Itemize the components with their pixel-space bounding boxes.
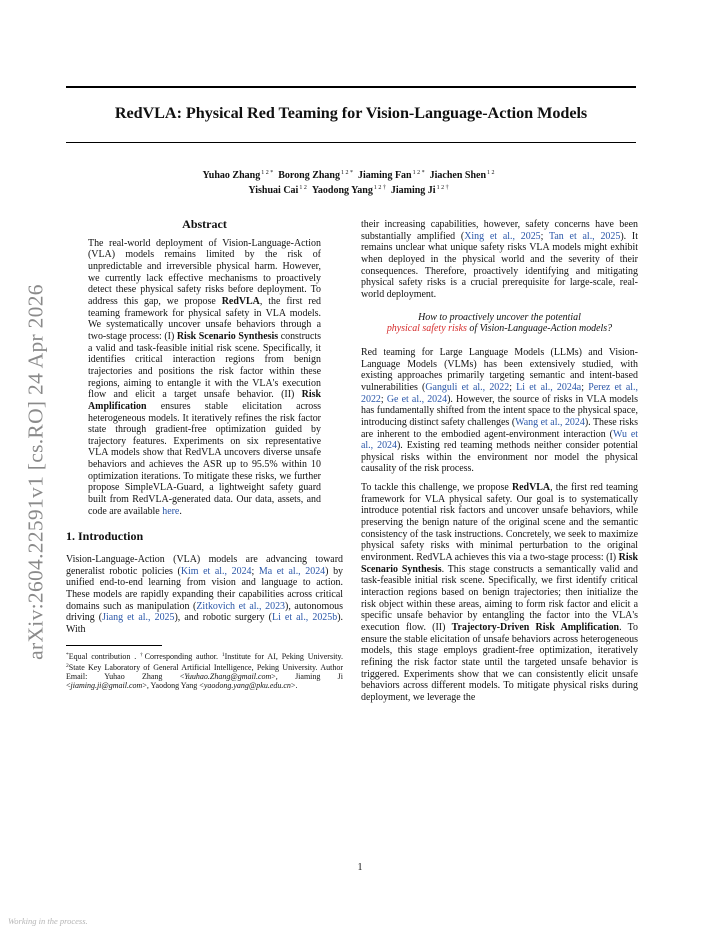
bold-term: RedVLA: [221, 295, 260, 307]
author-affiliation-marker: 1 2 *: [412, 170, 425, 176]
citation-link[interactable]: Li et al., 2025b: [272, 612, 338, 624]
author-name: Jiaming Ji: [390, 185, 436, 196]
text-run: ;: [540, 230, 550, 242]
author-name: Jiachen Shen: [429, 170, 487, 181]
research-question-highlight: physical safety risks: [386, 323, 467, 335]
footnote-marker: 2: [66, 662, 69, 669]
text-run: To tackle this challenge, we propose: [361, 482, 512, 494]
citation-link[interactable]: Zitkovich et al., 2023: [196, 600, 286, 612]
text-run: Corresponding author.: [144, 652, 222, 662]
footnote-marker: 1: [221, 652, 225, 659]
bold-term: Risk Amplification: [88, 389, 321, 412]
bold-term: Risk Scenario Synthesis: [176, 330, 279, 342]
paper-title: RedVLA: Physical Red Teaming for Vision-Language-Action Models: [114, 104, 588, 122]
text-run: ;: [581, 381, 589, 393]
intro-paragraph-3: [361, 347, 638, 475]
text-run: ;: [251, 565, 259, 577]
text-run: ). With: [66, 612, 343, 635]
citation-link[interactable]: Tan et al., 2025: [549, 230, 621, 242]
author-affiliation-marker: 1 2 †: [373, 185, 386, 191]
citation-link[interactable]: Ma et al., 2024: [258, 565, 326, 577]
left-column: [66, 219, 343, 691]
abstract-heading: Abstract: [182, 217, 227, 231]
text-run: , the first red teaming framework for physical safety in VLA models. We systematically uncover unsafe behaviors through a two-stage process: (I): [88, 295, 321, 342]
text-run: . This stage constructs a semantically valid and task-feasible initial risk scene. Specifically, we first identify critical interaction regions based on benign trajectories; then initialize the risk object within these areas, aiming to form risk factor and elicit a specific unsafe behavior by entangling the factor into the VLA's execution flow. (II): [361, 563, 638, 633]
author-affiliation-marker: 1 2 *: [261, 170, 274, 176]
text-run: , the first red teaming framework for VLA physical safety. Our goal is to systematically introduce potential risk factors and uncover unsafe behaviors, while preserving the benign nature of the original scene and the semantic consistency of the task instructions. Concretely, we seek to maximize physical safety risks with minimal perturbation to the original environment. RedVLA achieves this via a two-stage process: (I): [361, 482, 639, 564]
author-affiliation-marker: 1 2 *: [341, 170, 353, 176]
text-run: . To ensure the stable elicitation of unsafe behaviors across heterogeneous models, this stage employs gradient-free optimization, iteratively refining the risk factor state until the targeted unsafe behavior is triggered. Experiments show that we can consistently elicit unsafe behaviors across different models. To mitigate physical risks during deployment, we leverage the: [361, 622, 638, 703]
citation-link[interactable]: Li et al., 2024a: [516, 381, 582, 393]
bold-term: Risk Scenario Synthesis: [361, 552, 638, 575]
text-run: their increasing capabilities, however, safety concerns have been substantially amplified (: [361, 219, 638, 242]
text-run: State Key Laboratory of General Artificial Intelligence, Peking University. Author Email: Yuhao Zhang <: [66, 662, 343, 682]
text-run: ). Existing red teaming methods neither consider potential physical risks within the environment nor model the physical causality of the risk process.: [361, 440, 639, 475]
working-note: Working in the process.: [8, 916, 88, 926]
text-run: >.: [290, 681, 298, 691]
email-address: Yuuhao.Zhang@gmail.com: [184, 672, 272, 682]
author-affiliation-marker: 1 2: [487, 170, 495, 176]
citation-link[interactable]: Xing et al., 2025: [464, 230, 541, 242]
author-line-2: [66, 182, 636, 197]
author-name: Yaodong Yang: [311, 185, 373, 196]
title-bottom-rule: [66, 142, 636, 143]
bold-term: RedVLA: [511, 482, 551, 494]
citation-link[interactable]: Wang et al., 2024: [515, 416, 585, 428]
text-run: .: [179, 505, 182, 517]
research-question: [361, 312, 638, 335]
text-run: ), and robotic surgery (: [174, 612, 272, 624]
research-question-line-1: How to proactively uncover the potential: [418, 311, 581, 323]
arxiv-identifier: arXiv:2604.22591v1 [cs.RO] 24 Apr 2026: [23, 284, 48, 660]
author-line-1: [66, 167, 636, 182]
text-run: The real-world deployment of Vision-Language-Action (VLA) models remains limited by the risk of unpredictable and irreversible physical harm. However, we currently lack effective mechanisms to proactively detect these physical safety risks before deployment. To address this gap, we propose: [88, 237, 321, 307]
citation-link[interactable]: Jiang et al., 2025: [102, 612, 175, 624]
text-run: Vision-Language-Action (VLA) models are advancing toward generalist robotic policies (: [66, 554, 343, 577]
intro-paragraph-4: [361, 482, 638, 703]
page-number: 1: [357, 862, 363, 873]
author-name: Jiaming Fan: [358, 170, 412, 181]
bold-term: Trajectory-Driven Risk Amplification: [451, 622, 620, 633]
footnote-divider: [66, 645, 162, 646]
text-run: >, Jiaming Ji <: [66, 672, 344, 691]
footnote-marker: *: [66, 652, 69, 659]
intro-paragraph-2: [361, 219, 638, 301]
author-affiliation-marker: 1 2: [299, 185, 307, 191]
text-run: ). However, the source of risks in VLA models has fundamentally shifted from the intent space to the physical space, introducing distinct safety challenges (: [361, 393, 638, 428]
research-question-line-2: [361, 323, 638, 335]
text-run: ) by unified end-to-end learning from vision and language to action. These models are rapidly expanding their capabilities across critical domains such as manipulation (: [66, 565, 344, 612]
intro-paragraph-1: [66, 554, 343, 636]
right-column: [361, 219, 638, 704]
author-footnote: [66, 651, 343, 690]
author-name: Borong Zhang: [278, 170, 340, 181]
research-question-rest: of Vision-Language-Action models?: [466, 323, 613, 335]
text-run: Institute for AI, Peking University.: [224, 652, 344, 662]
citation-link[interactable]: here: [162, 505, 180, 517]
text-run: constructs a valid and task-feasible initial risk scene. Specifically, it identifies critical interaction regions from benign trajectories and positions the risk factor within these regions, aiming to entangle it with the VLA's execution flow and elicit a target unsafe behavior. (II): [88, 330, 321, 401]
title-top-rule: [66, 86, 636, 88]
text-run: ). It remains unclear what unique safety risks VLA models might exhibit when deployed in the physical world and the severity of their consequences. Therefore, proactively identifying and mitigating physical safety risks is a crucial prerequisite for large-scale, real-world deployment.: [361, 230, 638, 300]
introduction-heading: 1. Introduction: [66, 529, 144, 544]
author-name: Yuhao Zhang: [202, 170, 261, 181]
email-address: jiaming.ji@gmail.com: [70, 681, 143, 691]
citation-link[interactable]: Ge et al., 2024: [386, 393, 448, 405]
text-run: ), autonomous driving (: [66, 600, 343, 624]
citation-link[interactable]: Perez et al., 2022: [361, 381, 638, 405]
author-name: Yishuai Cai: [248, 185, 299, 196]
email-address: yaodong.yang@pku.edu.cn: [203, 681, 291, 691]
text-run: Red teaming for Large Language Models (LLMs) and Vision-Language Models (VLMs) has been extensively studied, with existing approaches primarily targeting semantic and intent-based vulnerabilities (: [361, 346, 638, 393]
text-run: ;: [380, 393, 387, 405]
footnote-marker: †: [140, 652, 145, 659]
citation-link[interactable]: Ganguli et al., 2022: [425, 381, 510, 393]
author-affiliation-marker: 1 2 †: [436, 185, 449, 191]
arxiv-stamp: [23, 262, 48, 682]
text-run: ;: [509, 381, 517, 393]
text-run: Equal contribution .: [68, 652, 141, 662]
text-run: >, Yaodong Yang <: [142, 681, 204, 691]
author-list: [66, 167, 636, 197]
text-run: ). These risks are inherent to the embodied agent-environment interaction (: [361, 416, 638, 440]
abstract-text: [88, 238, 321, 518]
text-run: ensures stable elicitation across heterogeneous models. It iteratively refines the risk factor state through gradient-free optimization guided by trajectory features. Experiments on six representative VLA models show that RedVLA uncovers diverse unsafe behaviors and achieves the ASR up to 95.5% within 10 optimization iterations. To mitigate these risks, we further propose SimpleVLA-Guard, a lightweight safety guard built from RedVLA-generated data. Our data, assets, and code are available: [88, 400, 321, 517]
citation-link[interactable]: Wu et al., 2024: [361, 428, 638, 452]
citation-link[interactable]: Kim et al., 2024: [180, 565, 252, 577]
